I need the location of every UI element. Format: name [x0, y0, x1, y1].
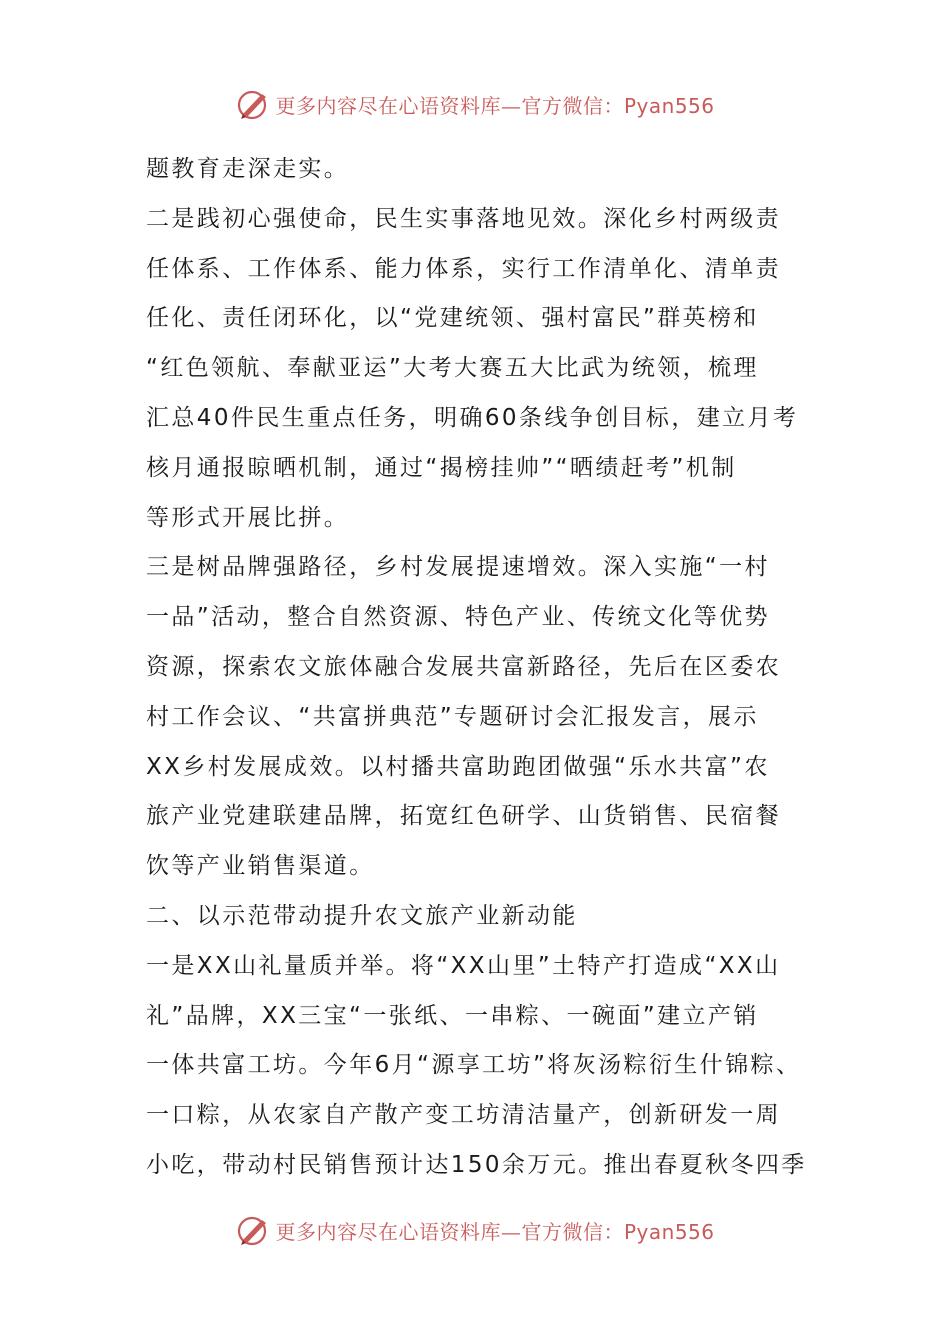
- text-line: 村工作会议、“共富拼典范”专题研讨会汇报发言，展示: [146, 703, 759, 730]
- text-line: 一体共富工坊。今年6月“源享工坊”将灰汤粽衍生什锦粽、: [146, 1052, 802, 1079]
- watermark-text: 更多内容尽在心语资料库—官方微信：Pyan556: [275, 93, 715, 118]
- text-line: 任化、责任闭环化，以“党建统领、强村富民”群英榜和: [146, 305, 759, 332]
- text-line: 一是XX山礼量质并举。将“XX山里”土特产打造成“XX山: [146, 952, 781, 979]
- footer-watermark: [0, 1210, 950, 1250]
- pen-logo-icon: [235, 86, 271, 122]
- text-line: 任体系、工作体系、能力体系，实行工作清单化、清单责: [146, 255, 781, 282]
- text-line: 一口粽，从农家自产散产变工坊清洁量产，创新研发一周: [146, 1102, 781, 1129]
- text-line: 礼”品牌，XX三宝“一张纸、一串粽、一碗面”建立产销: [146, 1002, 759, 1029]
- text-line: 三是树品牌强路径，乡村发展提速增效。深入实施“一村: [146, 554, 770, 581]
- text-line: 二是践初心强使命，民生实事落地见效。深化乡村两级责: [146, 205, 781, 232]
- watermark-handle: Pyan556: [623, 93, 715, 118]
- text-line: “红色领航、奉献亚运”大考大赛五大比武为统领，梳理: [146, 355, 759, 382]
- text-line: 等形式开展比拼。: [146, 504, 350, 531]
- pen-logo-icon: [235, 1212, 271, 1248]
- text-line: 资源，探索农文旅体融合发展共富新路径，先后在区委农: [146, 653, 781, 680]
- text-line: 题教育走深走实。: [146, 156, 350, 182]
- text-line: 小吃，带动村民销售预计达150余万元。推出春夏秋冬四季: [146, 1151, 807, 1178]
- text-line: 核月通报晾晒机制，通过“揭榜挂帅”“晒绩赶考”机制: [146, 454, 737, 481]
- text-line: 一品”活动，整合自然资源、特色产业、传统文化等优势: [146, 604, 770, 631]
- text-line: 旅产业党建联建品牌，拓宽红色研学、山货销售、民宿餐: [146, 803, 781, 830]
- header-watermark: [0, 84, 950, 124]
- body-text: [146, 145, 808, 1191]
- text-line: XX乡村发展成效。以村播共富助跑团做强“乐水共富”农: [146, 753, 770, 780]
- text-line: 饮等产业销售渠道。: [146, 853, 375, 880]
- watermark-text: 更多内容尽在心语资料库—官方微信：Pyan556: [275, 1219, 715, 1244]
- text-line: 汇总40件民生重点任务，明确60条线争创目标，建立月考: [146, 404, 799, 431]
- section-heading: 二、以示范带动提升农文旅产业新动能: [146, 902, 578, 929]
- watermark-handle: Pyan556: [623, 1219, 715, 1244]
